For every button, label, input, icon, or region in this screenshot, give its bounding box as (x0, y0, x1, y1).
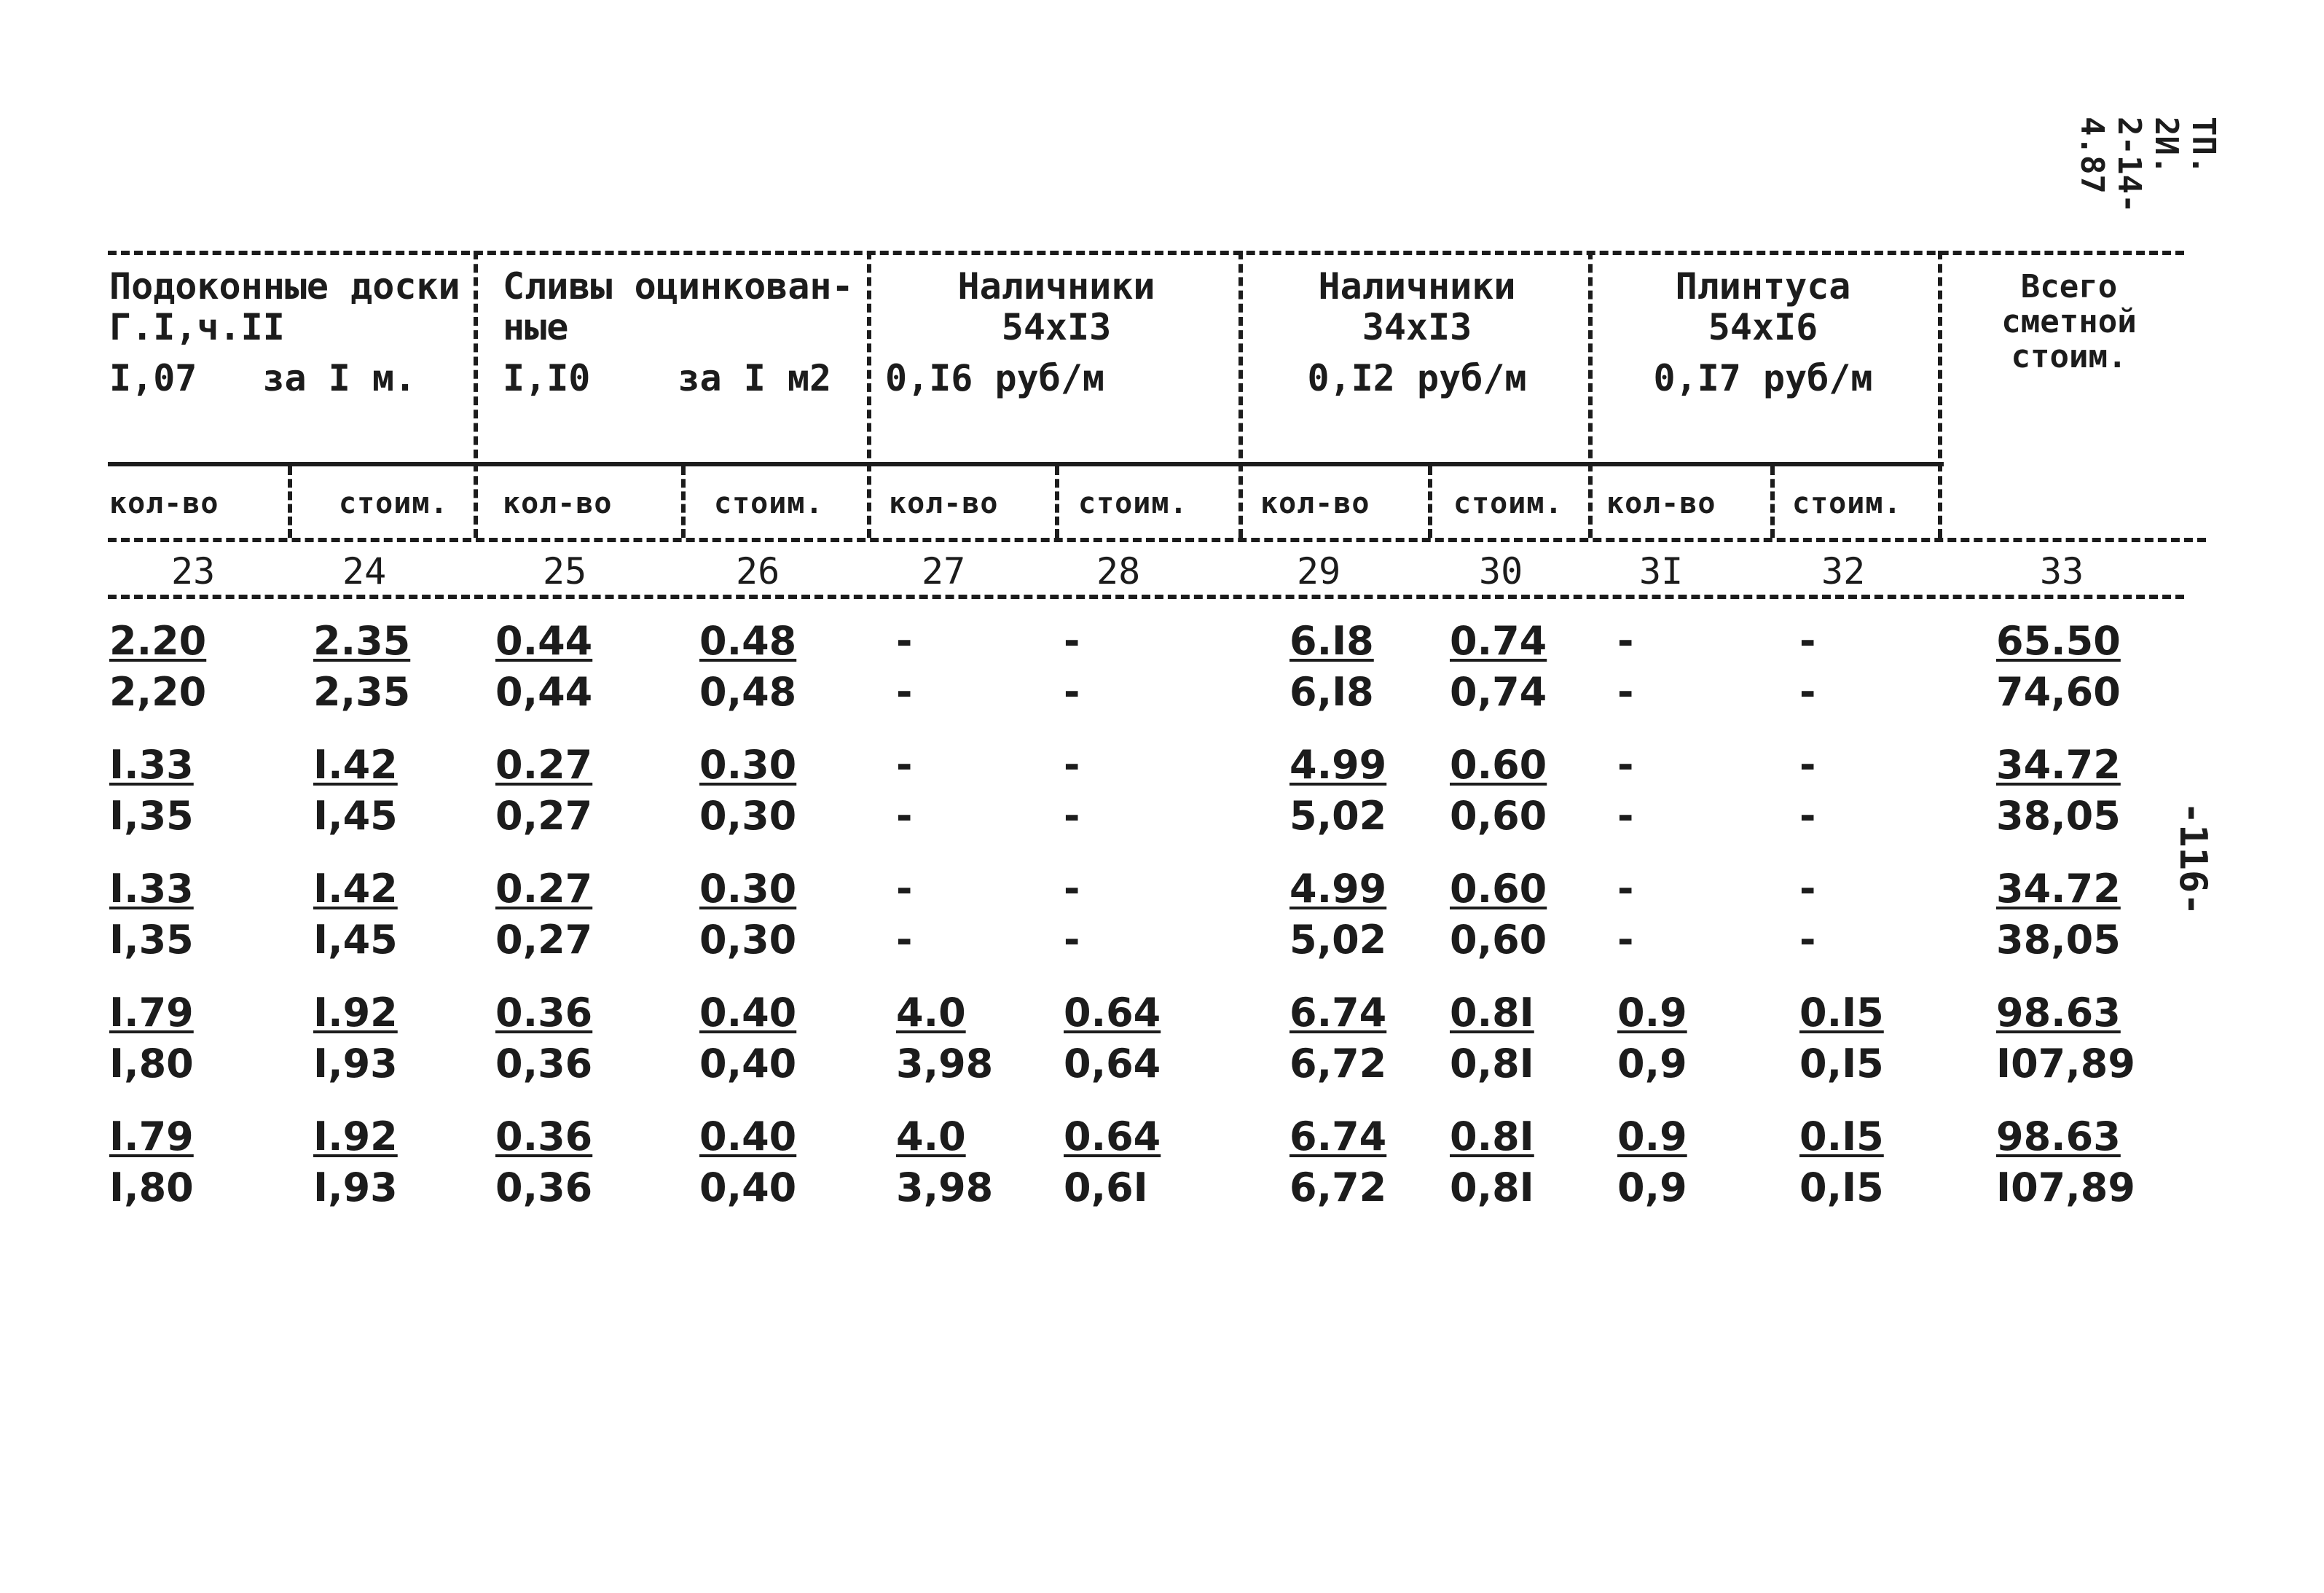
cell-actual-value: 0,I5 (1799, 1041, 1884, 1087)
table-cell (1450, 743, 1625, 838)
column-number: 29 (1297, 550, 1341, 592)
cell-actual-value: - (1799, 669, 1816, 715)
cell-actual-value: 38,05 (1996, 793, 2121, 839)
table-cell (1617, 991, 1792, 1086)
table-cell (1289, 867, 1464, 962)
cell-actual-value: 6,I8 (1289, 669, 1374, 715)
subheader-qty: кол-во (1260, 487, 1370, 520)
table-cell (109, 1115, 284, 1210)
cell-planned-value: 0.30 (699, 866, 797, 912)
table-cell (1617, 1115, 1792, 1210)
group-header-skirting-54x16: Плинтуса 54xI6 0,I7 руб/м (1653, 265, 1873, 399)
cell-actual-value: 0,36 (495, 1165, 593, 1210)
cell-actual-value: 2,35 (313, 669, 411, 715)
table-cell (313, 743, 488, 838)
cell-planned-value: 98.63 (1996, 1113, 2121, 1159)
table-cell (313, 1115, 488, 1210)
cell-actual-value: 6,72 (1289, 1165, 1387, 1210)
cell-planned-value: I.33 (109, 866, 194, 912)
table-cell (1064, 867, 1238, 962)
subcolumn-divider (1770, 466, 1775, 538)
table-cell (699, 619, 874, 714)
page-number: -116- (2171, 802, 2215, 916)
column-number: 25 (543, 550, 587, 592)
cell-actual-value: I,80 (109, 1165, 194, 1210)
cell-planned-value: I.42 (313, 742, 398, 788)
cell-actual-value: 0,30 (699, 917, 797, 963)
subheader-qty: кол-во (109, 487, 219, 520)
group-header-galvanized-drains: Сливы оцинкован- ные I,I0 за I м2 (503, 265, 854, 399)
cell-actual-value: - (1064, 669, 1080, 715)
cell-actual-value: I,93 (313, 1041, 398, 1087)
cell-actual-value: 0,36 (495, 1041, 593, 1087)
cell-actual-value: 0,6I (1064, 1165, 1148, 1210)
table-cell (896, 867, 1071, 962)
table-cell (1450, 991, 1625, 1086)
column-number: 23 (171, 550, 216, 592)
cell-actual-value: - (1064, 917, 1080, 963)
cell-actual-value: - (1064, 793, 1080, 839)
cell-actual-value: - (896, 917, 913, 963)
table-cell (1996, 743, 2171, 838)
cell-actual-value: 6,72 (1289, 1041, 1387, 1087)
table-cell (1799, 619, 1974, 714)
cell-planned-value: 0.9 (1617, 990, 1687, 1036)
cell-actual-value: - (1799, 917, 1816, 963)
table-cell (1450, 1115, 1625, 1210)
table-cell (495, 1115, 670, 1210)
column-number: 28 (1096, 550, 1141, 592)
cell-planned-value: - (1064, 742, 1080, 788)
cell-actual-value: 0,40 (699, 1165, 797, 1210)
cell-actual-value: 0,27 (495, 917, 593, 963)
cell-planned-value: I.79 (109, 990, 194, 1036)
cell-planned-value: - (1799, 866, 1816, 912)
group-header-bottom-border (108, 462, 1944, 466)
column-number: 27 (922, 550, 966, 592)
cell-actual-value: 0,I5 (1799, 1165, 1884, 1210)
subheader-qty: кол-во (889, 487, 999, 520)
cell-actual-value: 0,8I (1450, 1165, 1534, 1210)
table-cell (1617, 619, 1792, 714)
cell-planned-value: 4.0 (896, 1113, 966, 1159)
cell-planned-value: 0.74 (1450, 618, 1547, 664)
cell-planned-value: - (1617, 866, 1634, 912)
column-number: 32 (1821, 550, 1866, 592)
column-number: 30 (1479, 550, 1523, 592)
cell-actual-value: I,80 (109, 1041, 194, 1087)
table-cell (109, 991, 284, 1086)
cell-actual-value: I,35 (109, 917, 194, 963)
column-number: 3I (1639, 550, 1684, 592)
cell-actual-value: I07,89 (1996, 1165, 2135, 1210)
table-cell (699, 867, 874, 962)
group-header-window-sills: Подоконные доски Г.I,ч.II I,07 за I м. (109, 265, 460, 399)
table-cell (1064, 991, 1238, 1086)
cell-planned-value: 0.8I (1450, 990, 1534, 1036)
table-cell (1289, 1115, 1464, 1210)
group-header-trims-54x13: Наличники 54xI3 0,I6 руб/м (885, 265, 1155, 399)
cell-actual-value: 3,98 (896, 1165, 994, 1210)
cell-planned-value: 0.60 (1450, 866, 1547, 912)
cell-planned-value: 2.35 (313, 618, 411, 664)
cell-actual-value: 0,44 (495, 669, 593, 715)
table-cell (495, 619, 670, 714)
table-cell (1996, 619, 2171, 714)
cell-actual-value: - (896, 669, 913, 715)
cell-planned-value: I.79 (109, 1113, 194, 1159)
column-number: 26 (736, 550, 780, 592)
table-cell (896, 1115, 1071, 1210)
subcolumn-divider (1055, 466, 1059, 538)
table-cell (495, 867, 670, 962)
cell-planned-value: 0.27 (495, 866, 593, 912)
group-divider (867, 251, 871, 538)
cell-planned-value: 98.63 (1996, 990, 2121, 1036)
cell-planned-value: 4.0 (896, 990, 966, 1036)
cell-planned-value: 0.27 (495, 742, 593, 788)
table-cell (495, 991, 670, 1086)
cell-planned-value: 34.72 (1996, 866, 2121, 912)
table-cell (313, 867, 488, 962)
table-cell (1799, 867, 1974, 962)
side-reference-note: ТП. 2И. 2-14-4.87 (2073, 117, 2222, 214)
cell-actual-value: I,35 (109, 793, 194, 839)
table-cell (1996, 867, 2171, 962)
table-cell (313, 991, 488, 1086)
cell-planned-value: 0.9 (1617, 1113, 1687, 1159)
cell-actual-value: 0,48 (699, 669, 797, 715)
cell-planned-value: 0.30 (699, 742, 797, 788)
cell-actual-value: I,93 (313, 1165, 398, 1210)
cell-actual-value: 2,20 (109, 669, 207, 715)
cell-planned-value: 0.36 (495, 990, 593, 1036)
cell-planned-value: 0.36 (495, 1113, 593, 1159)
table-cell (1064, 1115, 1238, 1210)
cell-actual-value: 3,98 (896, 1041, 994, 1087)
table-cell (109, 867, 284, 962)
cell-actual-value: 0,60 (1450, 917, 1547, 963)
group-header-total-cost: Всего сметной стоим. (2001, 268, 2137, 375)
table-cell (896, 991, 1071, 1086)
cell-planned-value: 65.50 (1996, 618, 2121, 664)
cell-actual-value: 0,74 (1450, 669, 1547, 715)
cell-planned-value: - (1064, 866, 1080, 912)
subcolumn-divider (1428, 466, 1432, 538)
table-top-border (108, 251, 2184, 255)
cell-planned-value: 0.64 (1064, 1113, 1161, 1159)
table-cell (1799, 1115, 1974, 1210)
cell-planned-value: - (896, 866, 913, 912)
cell-actual-value: 0,40 (699, 1041, 797, 1087)
table-cell (313, 619, 488, 714)
subheader-cost: стоим. (339, 487, 449, 520)
cell-actual-value: 0,30 (699, 793, 797, 839)
cell-planned-value: 6.74 (1289, 1113, 1387, 1159)
table-cell (1799, 743, 1974, 838)
table-cell (1064, 619, 1238, 714)
table-cell (109, 743, 284, 838)
table-cell (1996, 1115, 2171, 1210)
group-divider (1938, 251, 1942, 538)
table-cell (1799, 991, 1974, 1086)
cell-actual-value: I,45 (313, 917, 398, 963)
cell-actual-value: 0,9 (1617, 1165, 1687, 1210)
cell-actual-value: - (1617, 793, 1634, 839)
table-cell (495, 743, 670, 838)
cell-planned-value: - (1617, 618, 1634, 664)
cell-actual-value: I,45 (313, 793, 398, 839)
column-number: 33 (2040, 550, 2084, 592)
cell-planned-value: I.33 (109, 742, 194, 788)
table-cell (896, 619, 1071, 714)
table-cell (1289, 991, 1464, 1086)
cell-planned-value: - (1617, 742, 1634, 788)
cell-actual-value: 38,05 (1996, 917, 2121, 963)
cell-actual-value: - (1617, 669, 1634, 715)
column-number: 24 (342, 550, 387, 592)
table-cell (1617, 743, 1792, 838)
table-cell (1450, 867, 1625, 962)
cell-planned-value: - (1064, 618, 1080, 664)
subheader-cost: стоим. (1078, 487, 1188, 520)
group-divider (474, 251, 478, 538)
cell-actual-value: - (896, 793, 913, 839)
cell-planned-value: I.92 (313, 1113, 398, 1159)
cell-planned-value: 0.8I (1450, 1113, 1534, 1159)
table-cell (1617, 867, 1792, 962)
cell-planned-value: 4.99 (1289, 742, 1387, 788)
cell-planned-value: 0.44 (495, 618, 593, 664)
cell-actual-value: 0,27 (495, 793, 593, 839)
cell-planned-value: I.42 (313, 866, 398, 912)
cell-actual-value: 0,60 (1450, 793, 1547, 839)
cell-planned-value: 0.60 (1450, 742, 1547, 788)
cell-planned-value: - (896, 742, 913, 788)
column-numbers-bottom-border (108, 595, 2184, 599)
cell-actual-value: 0,9 (1617, 1041, 1687, 1087)
cell-actual-value: 0,64 (1064, 1041, 1161, 1087)
cell-actual-value: 74,60 (1996, 669, 2121, 715)
cell-planned-value: 0.40 (699, 1113, 797, 1159)
cell-planned-value: 0.64 (1064, 990, 1161, 1036)
subcolumn-divider (681, 466, 686, 538)
cell-planned-value: - (896, 618, 913, 664)
table-cell (1450, 619, 1625, 714)
group-header-trims-34x13: Наличники 34xI3 0,I2 руб/м (1307, 265, 1527, 399)
cell-planned-value: 4.99 (1289, 866, 1387, 912)
cell-actual-value: - (1799, 793, 1816, 839)
table-cell (1996, 991, 2171, 1086)
subheader-cost: стоим. (1453, 487, 1563, 520)
cell-planned-value: 6.I8 (1289, 618, 1374, 664)
subheader-qty: кол-во (503, 487, 613, 520)
cell-planned-value: I.92 (313, 990, 398, 1036)
cell-actual-value: 5,02 (1289, 917, 1387, 963)
cell-planned-value: 0.I5 (1799, 1113, 1884, 1159)
cell-actual-value: 5,02 (1289, 793, 1387, 839)
subheader-bottom-border (108, 538, 2206, 542)
table-cell (699, 743, 874, 838)
cell-planned-value: 6.74 (1289, 990, 1387, 1036)
table-cell (896, 743, 1071, 838)
subheader-cost: стоим. (714, 487, 824, 520)
table-cell (1064, 743, 1238, 838)
subheader-cost: стоим. (1792, 487, 1902, 520)
table-cell (1289, 619, 1464, 714)
cell-planned-value: - (1799, 742, 1816, 788)
table-cell (699, 1115, 874, 1210)
subcolumn-divider (288, 466, 292, 538)
group-divider (1588, 251, 1593, 538)
cell-planned-value: 34.72 (1996, 742, 2121, 788)
cell-actual-value: I07,89 (1996, 1041, 2135, 1087)
cell-planned-value: 2.20 (109, 618, 207, 664)
cell-actual-value: 0,8I (1450, 1041, 1534, 1087)
table-cell (699, 991, 874, 1086)
table-cell (109, 619, 284, 714)
cell-planned-value: 0.48 (699, 618, 797, 664)
cell-planned-value: 0.I5 (1799, 990, 1884, 1036)
cell-actual-value: - (1617, 917, 1634, 963)
group-divider (1238, 251, 1243, 538)
cell-planned-value: 0.40 (699, 990, 797, 1036)
subheader-qty: кол-во (1606, 487, 1716, 520)
cell-planned-value: - (1799, 618, 1816, 664)
table-cell (1289, 743, 1464, 838)
